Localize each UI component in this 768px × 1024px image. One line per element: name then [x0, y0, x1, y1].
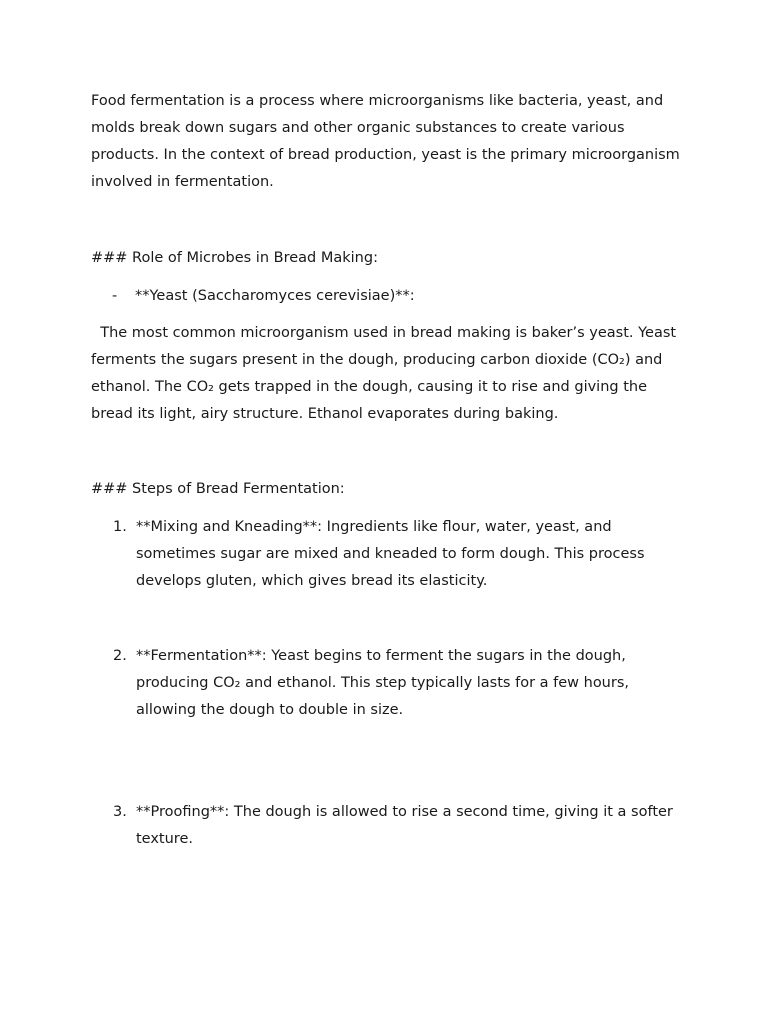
yeast-paragraph-text: The most common microorganism used in bread making is baker’s yeast. Yeast ferments the sugars present in the dough, producing carbon dioxide (CO₂) and ethanol. The CO₂ gets trapped in the dough, causing it to rise and giving the bread its light, airy structure. Ethanol evaporates during baking.: [91, 325, 677, 422]
bullet-text: **Yeast (Saccharomyces cerevisiae)**:: [135, 288, 415, 304]
section-heading-steps: ### Steps of Bread Fermentation:: [91, 481, 345, 497]
step-number: 1.: [113, 519, 127, 535]
bullet-marker: -: [112, 288, 118, 304]
section-heading-role-of-microbes: ### Role of Microbes in Bread Making:: [91, 250, 378, 266]
step-number: 2.: [113, 648, 127, 664]
step-text: **Mixing and Kneading**: Ingredients like flour, water, yeast, and sometimes sugar are mixed and kneaded to form dough. This process develops gluten, which gives bread its elasticity.: [136, 519, 645, 589]
step-text: **Proofing**: The dough is allowed to rise a second time, giving it a softer texture.: [136, 804, 673, 847]
step-number: 3.: [113, 804, 127, 820]
step-text: **Fermentation**: Yeast begins to ferment the sugars in the dough, producing CO₂ and ethanol. This step typically lasts for a few hours, allowing the dough to double in size.: [136, 648, 629, 718]
yeast-paragraph: [91, 320, 691, 428]
intro-paragraph: Food fermentation is a process where microorganisms like bacteria, yeast, and molds break down sugars and other organic substances to create various products. In the context of bread production, yeast is the primary microorganism involved in fermentation.: [91, 93, 680, 190]
